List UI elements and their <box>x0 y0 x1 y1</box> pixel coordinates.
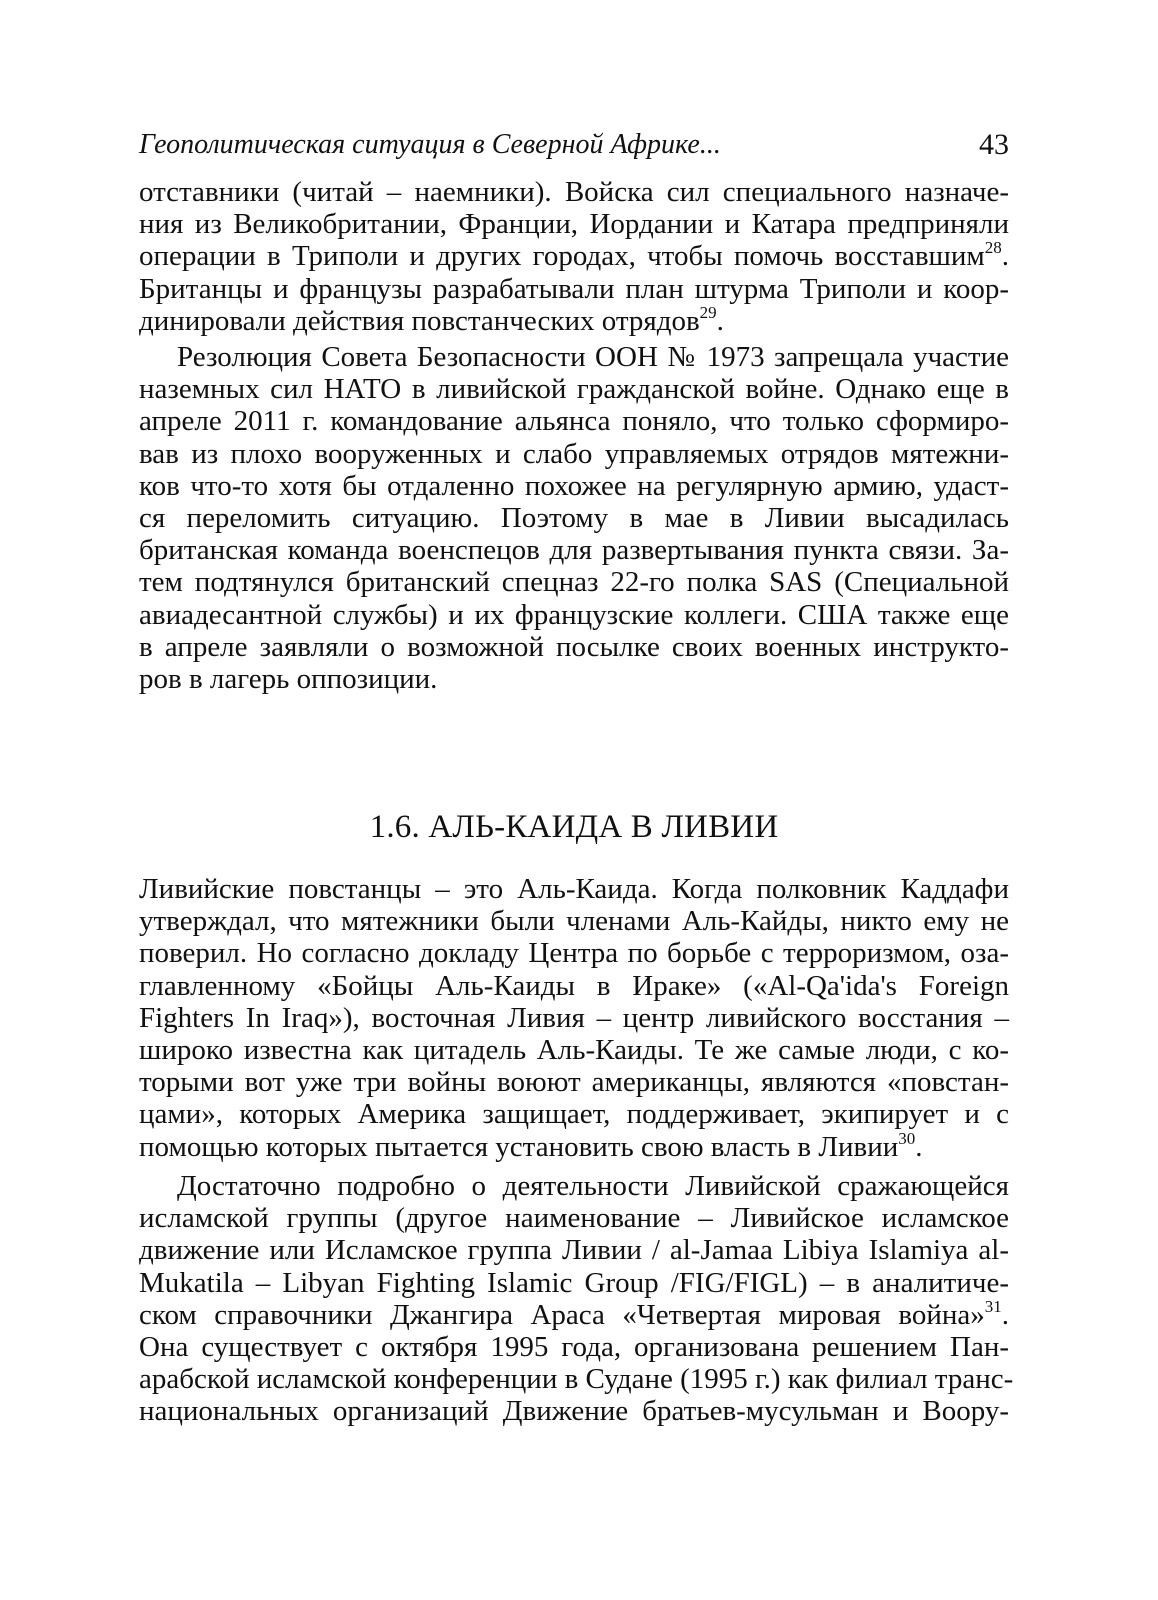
text-line <box>139 302 1009 337</box>
text-line: цами», которых Америка защищает, поддерживает, экипирует и с <box>139 1098 1009 1131</box>
text-segment: . <box>915 1130 923 1163</box>
section-heading: 1.6. АЛЬ-КАИДА В ЛИВИИ <box>369 809 779 845</box>
text-line: Достаточно подробно о деятельности Ливийской сражающейся <box>177 1170 1009 1202</box>
text-line: Резолюция Совета Безопасности ООН № 1973 запрещала участие <box>177 341 1009 373</box>
text-line: апреле 2011 г. командование альянса поняло, что только сформиро- <box>139 405 1009 438</box>
text-line: утверждал, что мятежники были членами Аль-Кайды, никто ему не <box>139 905 1009 938</box>
text-line: Британцы и французы разрабатывали план штурма Триполи и коор- <box>139 272 1009 305</box>
section1-paragraph <box>139 176 1009 337</box>
text-line: авиадесантной службы) и их французские коллеги. США также еще <box>139 598 1009 631</box>
text-line: Она существует с октября 1995 года, организована решением Пан- <box>139 1330 1009 1363</box>
text-line: движение или Исламское группа Ливии / al-Jamaa Libiya Islamiya al- <box>139 1234 1009 1267</box>
text-line: национальных организаций Движение братьев-мусульман и Воору- <box>139 1395 1009 1428</box>
text-segment: . <box>716 304 724 337</box>
text-line: главленному «Бойцы Аль-Каиды в Ираке» («Al-Qa'ida's Foreign <box>139 969 1009 1002</box>
footnote-ref-30[interactable]: 30 <box>898 1128 916 1148</box>
text-line <box>139 1296 1009 1331</box>
text-line: ся переломить ситуацию. Поэтому в мае в Ливии высадилась <box>139 501 1009 534</box>
paragraph-2 <box>139 341 1009 695</box>
text-line: ков что-то хотя бы отдаленно похожее на регулярную армию, удаст- <box>139 469 1009 502</box>
text-line: британская команда военспецов для развертывания пункта связи. За- <box>139 534 1009 567</box>
paragraph-3 <box>139 873 1009 1163</box>
text-line: торыми вот уже три войны воюют американцы, являются «повстан- <box>139 1066 1009 1099</box>
text-line: Fighters In Iraq»), восточная Ливия – центр ливийского восстания – <box>139 1001 1009 1034</box>
running-head <box>139 128 1009 168</box>
text-line: в апреле заявляли о возможной посылке своих военных инструкто- <box>139 630 1009 663</box>
text-line: вав из плохо вооруженных и слабо управляемых отрядов мятежни- <box>139 437 1009 470</box>
text-line <box>139 240 1009 272</box>
text-line: Ливийские повстанцы – это Аль-Каида. Когда полковник Каддафи <box>139 873 1009 905</box>
footnote-ref-31[interactable]: 31 <box>984 1296 1002 1316</box>
text-segment: операции в Триполи и других городах, чтобы помочь восставшим <box>139 240 985 273</box>
text-line: ров в лагерь оппозиции. <box>139 662 438 695</box>
text-line: широко известна как цитадель Аль-Каиды. Те же самые люди, с ко- <box>139 1033 1009 1066</box>
text-segment: . <box>1001 1298 1009 1331</box>
text-segment: . <box>1001 240 1009 273</box>
text-line: ния из Великобритании, Франции, Иордании и Катара предприняли <box>139 208 1009 241</box>
text-line: поверил. Но согласно докладу Центра по борьбе с терроризмом, оза- <box>139 937 1009 970</box>
running-title: Геополитическая ситуация в Северной Африке... <box>139 129 721 160</box>
text-segment: динировали действия повстанческих отрядов <box>139 304 700 337</box>
footnote-ref-29[interactable]: 29 <box>699 302 717 322</box>
text-line: наземных сил НАТО в ливийской гражданской войне. Однако еще в <box>139 373 1009 406</box>
footnote-ref-28[interactable]: 28 <box>984 238 1002 258</box>
text-line: Mukatila – Libyan Fighting Islamic Group /FIG/FIGL) – в аналитиче- <box>139 1266 1009 1299</box>
paragraph-4 <box>139 1170 1014 1428</box>
text-line: арабской исламской конференции в Судане (1995 г.) как филиал транс- <box>139 1363 1014 1396</box>
text-line <box>139 1128 1009 1163</box>
text-line: тем подтянулся британский спецназ 22-го полка SAS (Специальной <box>139 566 1009 599</box>
page-number: 43 <box>979 128 1009 161</box>
text-line: исламской группы (другое наименование – Ливийское исламское <box>139 1202 1009 1235</box>
text-segment: помощью которых пытается установить свою власть в Ливии <box>139 1130 899 1163</box>
text-segment: ском справочники Джангира Араса «Четвертая мировая война» <box>139 1298 985 1331</box>
text-line: отставники (читай – наемники). Войска сил специального назначе- <box>139 176 1009 208</box>
